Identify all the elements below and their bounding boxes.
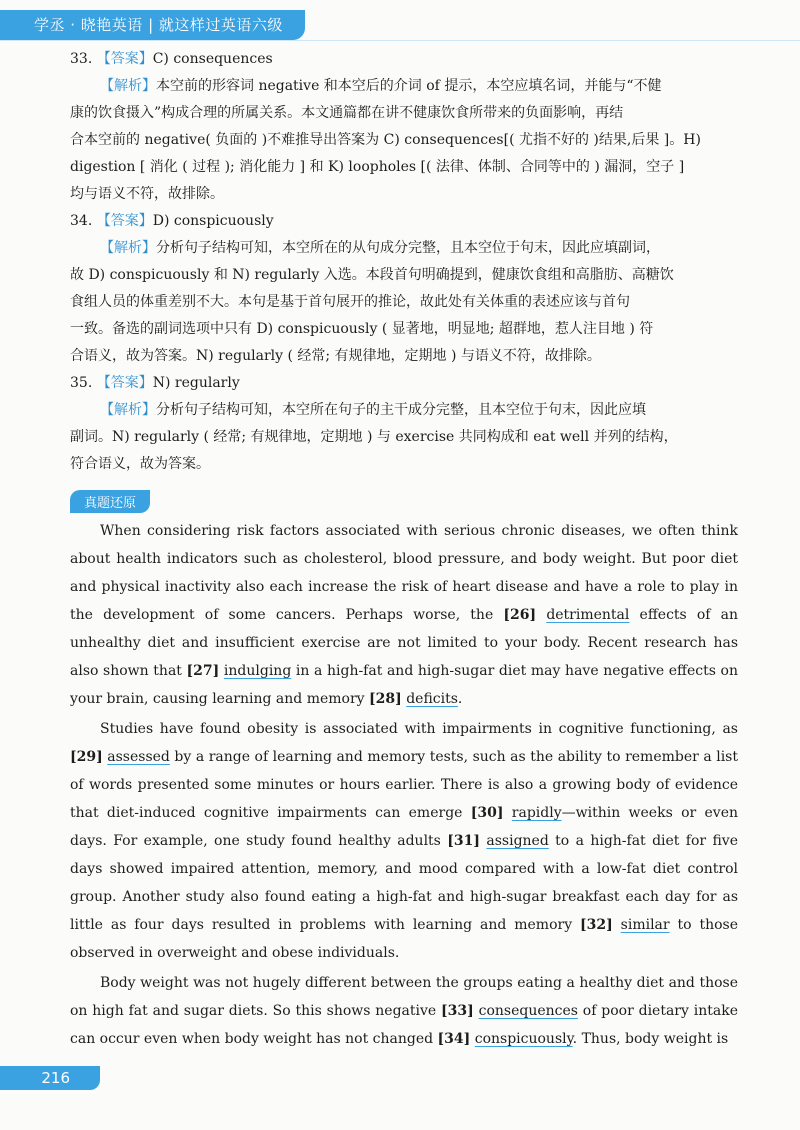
answer-line [70, 208, 738, 235]
header-bar [0, 0, 800, 41]
passage-text: . Thus, body weight is [572, 1031, 729, 1047]
analysis-tag: 【解析】 [100, 78, 156, 94]
answer-tag: 【答案】 [96, 213, 153, 229]
page-content [70, 46, 738, 1053]
blank-answer-28: deficits [406, 691, 458, 707]
question-number: 35. [70, 375, 93, 391]
footer-bar [0, 1066, 100, 1090]
blank-number-33: [33] [441, 1003, 474, 1019]
blank-answer-30: rapidly [511, 805, 562, 821]
analysis-line: 合本空前的 negative( 负面的 )不难推导出答案为 C) consequences[( 尤指不好的 )结果,后果 ]。H) [70, 132, 701, 148]
analysis-text: 本空前的形容词 negative 和本空后的介词 of 提示，本空应填名词，并能与“不健 [156, 78, 662, 94]
analysis-line: 合语义，故为答案。N) regularly ( 经常; 有规律地，定期地 ) 与语义不符，故排除。 [70, 348, 601, 364]
blank-answer-27: indulging [223, 663, 292, 679]
blank-number-26: [26] [503, 607, 537, 623]
passage-text: to a high-fat diet for five days showed impaired attention, memory, and mood compared with a low-fat diet control group. Another study also found eating a high-fat and high-sugar breakfast each day for as little as four days resulted in problems with learning and memory [70, 833, 739, 933]
analysis-tag: 【解析】 [100, 240, 156, 256]
blank-answer-33: consequences [478, 1003, 578, 1019]
page-number: 216 [41, 1069, 70, 1087]
passage-text: Body weight was not hugely different between the groups eating a healthy diet and those on high fat and sugar diets. So this shows negative [70, 975, 738, 1019]
analysis-line [70, 73, 738, 100]
passage-text: effects of an unhealthy diet and insufficient exercise are not limited to your body. Recent research has also shown that [70, 607, 739, 679]
analysis-line: 康的饮食摄入”构成合理的所属关系。本文通篇都在讲不健康饮食所带来的负面影响，再结 [70, 105, 624, 121]
analysis-line: 食组人员的体重差别不大。本句是基于首句展开的推论，故此处有关体重的表述应该与首句 [70, 294, 630, 310]
analysis-line [70, 235, 738, 262]
passage-text: . [457, 691, 463, 707]
blank-number-34: [34] [437, 1031, 471, 1047]
analysis-line: 副词。N) regularly ( 经常; 有规律地，定期地 ) 与 exercise 共同构成和 eat well 并列的结构， [70, 429, 678, 445]
question-number: 34. [70, 213, 93, 229]
passage-paragraph-1 [70, 517, 738, 713]
blank-number-31: [31] [447, 833, 480, 849]
passage-paragraph-3 [70, 969, 738, 1053]
blank-number-30: [30] [470, 805, 504, 821]
analysis-text: 分析句子结构可知，本空所在句子的主干成分完整，且本空位于句末，因此应填 [156, 402, 646, 418]
analysis-tag: 【解析】 [100, 402, 156, 418]
passage [70, 517, 738, 1053]
passage-text: Studies have found obesity is associated with impairments in cognitive functioning, as [100, 721, 738, 737]
analysis-line: 均与语义不符，故排除。 [70, 186, 224, 202]
analysis-line: 一致。备选的副词选项中只有 D) conspicuously ( 显著地，明显地; 超群地，惹人注目地 ) 符 [70, 321, 654, 337]
blank-answer-31: assigned [486, 833, 549, 849]
answer-block-34 [70, 208, 738, 370]
passage-text: of poor dietary intake can occur even when body weight has not changed [70, 1003, 738, 1047]
blank-number-28: [28] [369, 691, 402, 707]
blank-number-27: [27] [186, 663, 220, 679]
answer-line [70, 46, 738, 73]
passage-text: to those observed in overweight and obese individuals. [70, 917, 738, 961]
analysis-line: 故 D) conspicuously 和 N) regularly 入选。本段首句明确提到，健康饮食组和高脂肪、高糖饮 [70, 267, 674, 283]
answer-block-33 [70, 46, 738, 208]
answer-value: N) regularly [152, 375, 240, 391]
blank-answer-32: similar [620, 917, 670, 933]
analysis-line: 符合语义，故为答案。 [70, 456, 210, 472]
answer-block-35 [70, 370, 738, 478]
passage-text: —within weeks or even days. For example, one study found healthy adults [70, 805, 738, 849]
book-title: 学丞 · 晓艳英语 | 就这样过英语六级 [0, 10, 305, 40]
passage-text: by a range of learning and memory tests, such as the ability to remember a list of words presented some minutes or hours earlier. There is also a growing body of evidence that diet-induced cognitive impairments can emerge [70, 749, 738, 821]
answer-line [70, 370, 738, 397]
question-number: 33. [70, 51, 93, 67]
blank-answer-26: detrimental [546, 607, 630, 623]
answer-value: C) consequences [152, 51, 273, 67]
analysis-line [70, 397, 738, 424]
blank-number-29: [29] [70, 749, 103, 765]
blank-answer-29: assessed [107, 749, 170, 765]
answer-tag: 【答案】 [96, 375, 153, 391]
answer-tag: 【答案】 [96, 51, 153, 67]
answer-value: D) conspicuously [152, 213, 274, 229]
analysis-line: digestion [ 消化 ( 过程 ); 消化能力 ] 和 K) loopholes [( 法律、体制、合同等中的 ) 漏洞，空子 ] [70, 159, 685, 175]
analysis-text: 分析句子结构可知，本空所在的从句成分完整，且本空位于句末，因此应填副词， [156, 240, 660, 256]
passage-text: When considering risk factors associated with serious chronic diseases, we often think about health indicators such as cholesterol, blood pressure, and body weight. But poor diet and physical inactivity also each increase the risk of heart disease and have a role to play in the development of some cancers. Perhaps worse, the [70, 523, 738, 623]
passage-text: in a high-fat and high-sugar diet may have negative effects on your brain, causing learning and memory [70, 663, 738, 707]
blank-answer-34: conspicuously [474, 1031, 573, 1047]
blank-number-32: [32] [580, 917, 613, 933]
section-label: 真题还原 [70, 490, 150, 513]
passage-paragraph-2 [70, 715, 738, 967]
